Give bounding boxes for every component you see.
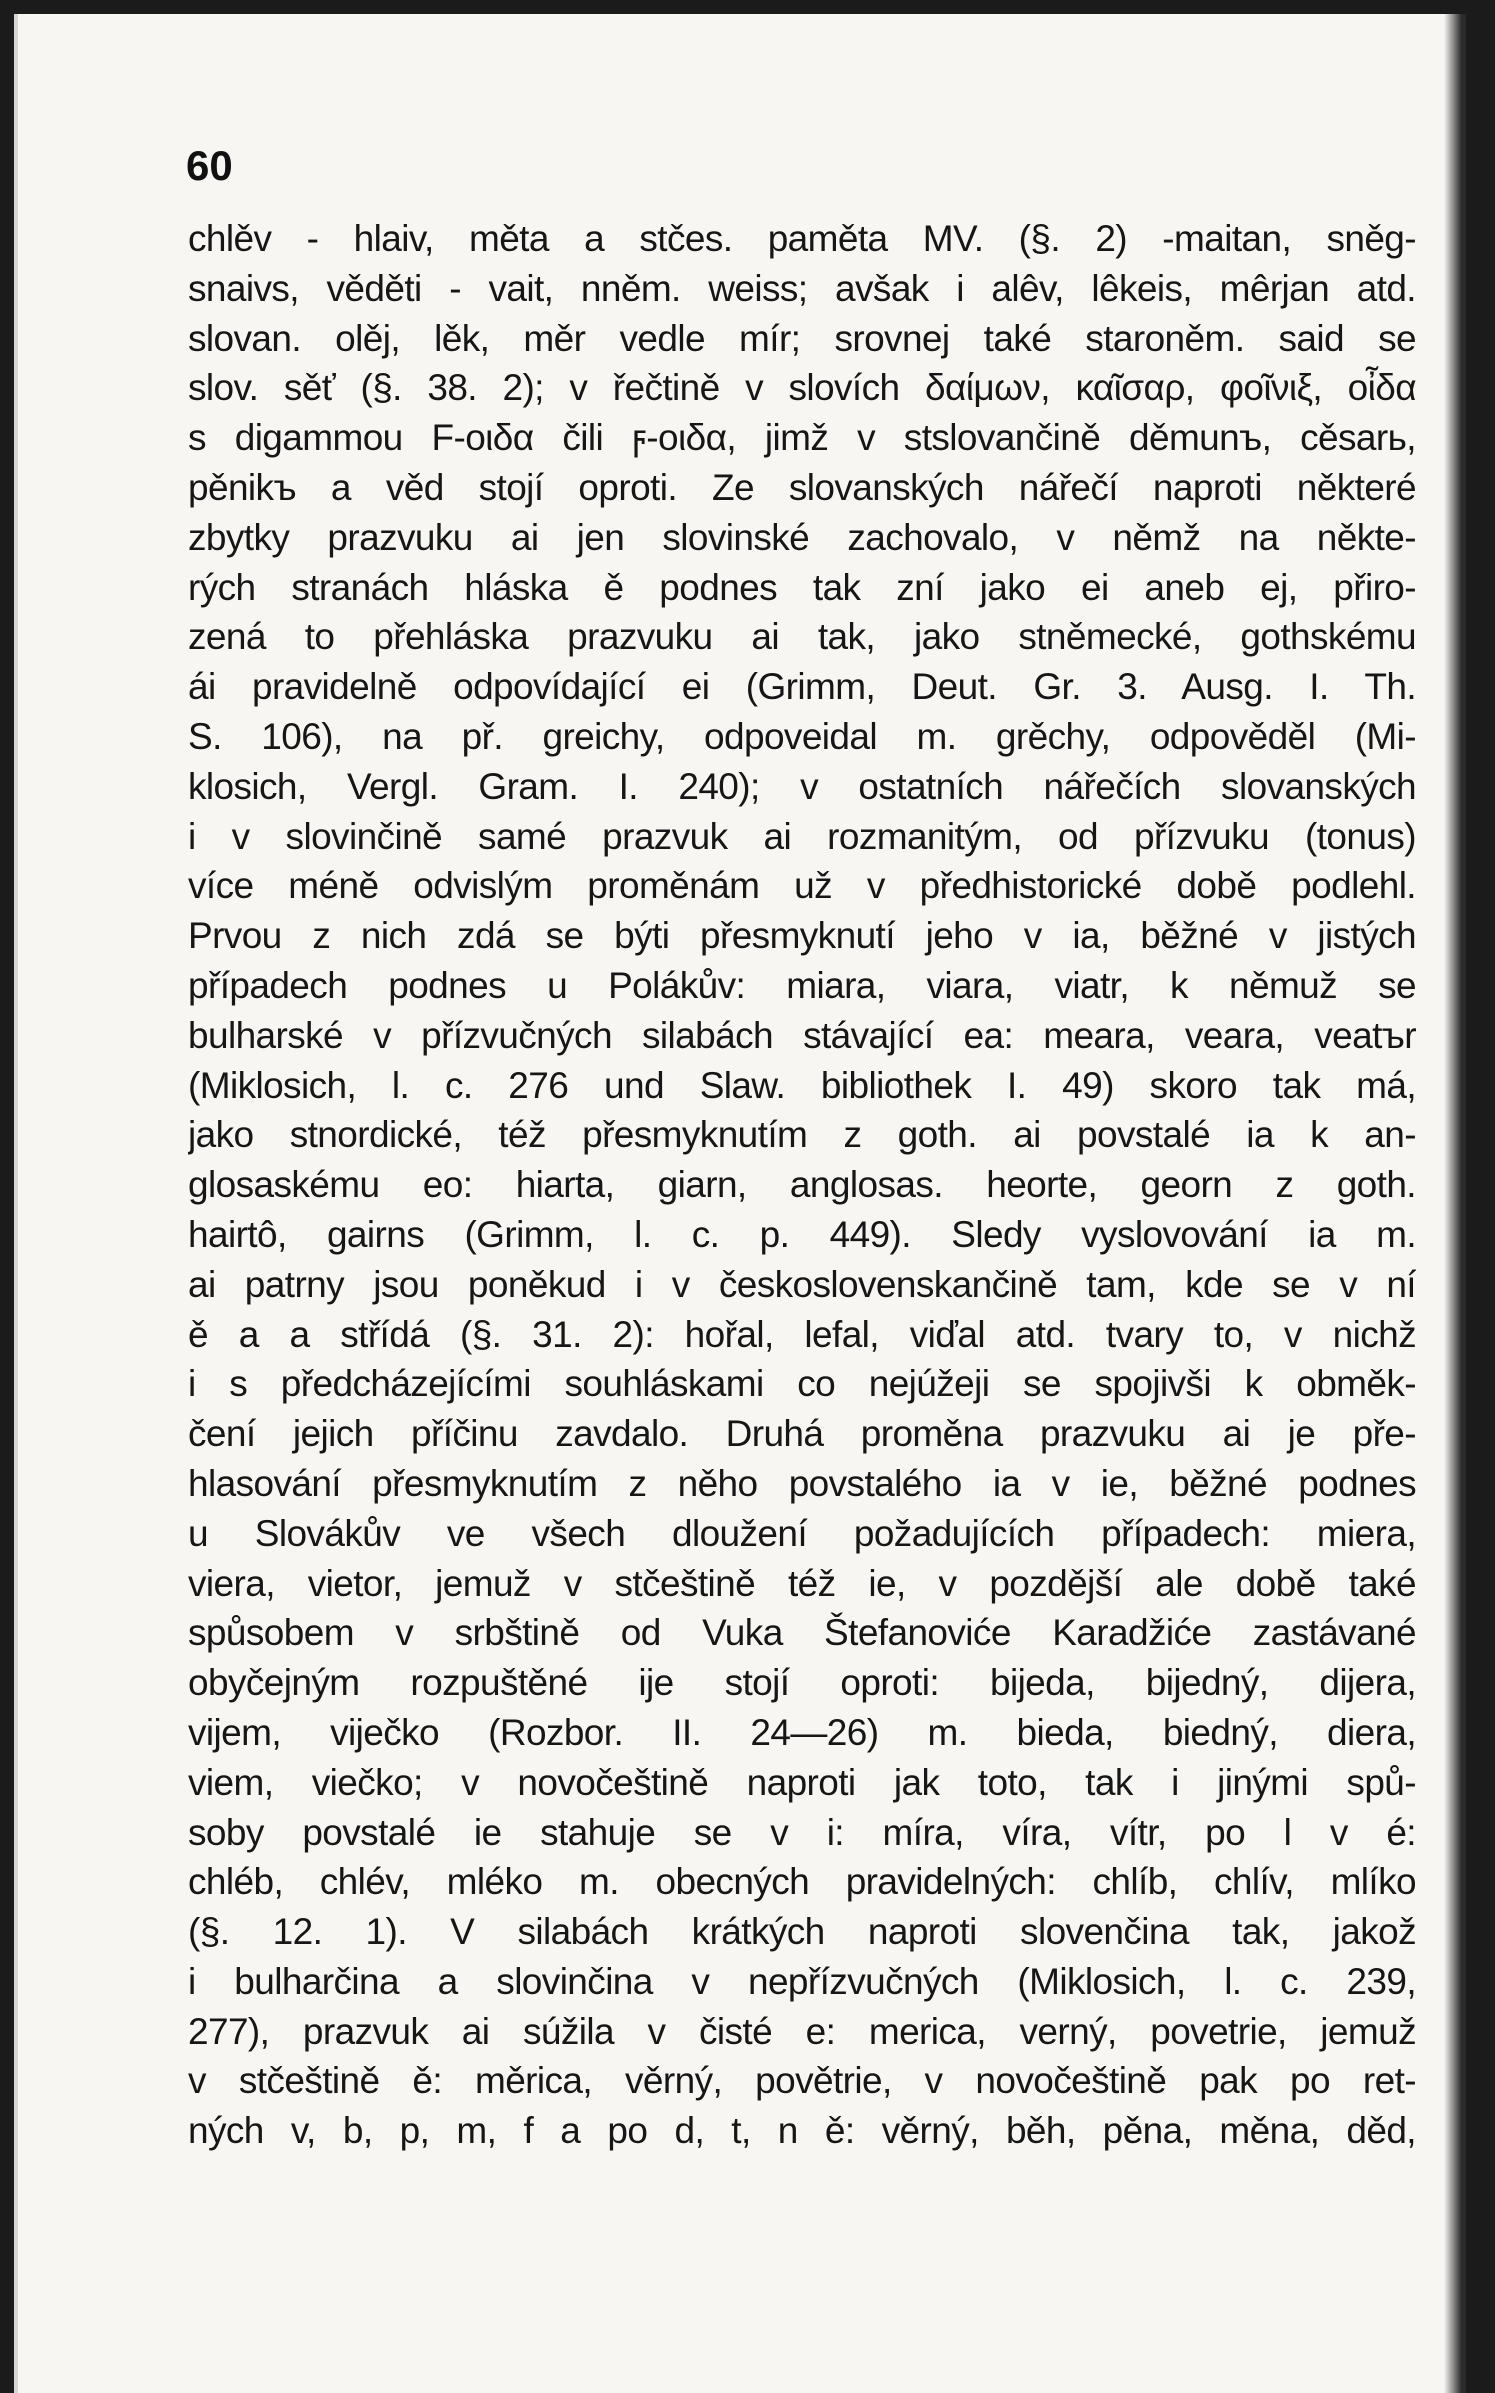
text-line: Prvou z nich zdá se býti přesmyknutí jeho v ia, běžné v jistých [188,915,1416,957]
text-line: ai patrny jsou poněkud i v československančině tam, kde se v ní [188,1263,1416,1305]
text-line: i s předcházejícími souhláskami co nejúžeji se spojivši k obměk- [188,1363,1416,1405]
text-line: čení jejich příčinu zavdalo. Druhá proměna prazvuku ai je pře- [188,1413,1416,1455]
text-line: (Miklosich, l. c. 276 und Slaw. bibliothek I. 49) skoro tak má, [188,1064,1416,1106]
text-line: ái pravidelně odpovídající ei (Grimm, Deut. Gr. 3. Ausg. I. Th. [188,666,1416,708]
text-line: 277), prazvuk ai súžila v čisté e: merica, verný, povetrie, jemuž [188,2010,1416,2052]
text-line: zená to přehláska prazvuku ai tak, jako stněmecké, gothskému [188,616,1416,658]
text-line: glosaskému eo: hiarta, giarn, anglosas. heorte, georn z goth. [188,1164,1416,1206]
book-page [14,14,1466,2393]
text-line: chlěv - hlaiv, měta a stčes. paměta MV. (§. 2) -maitan, sněg- [188,218,1416,259]
text-line: zbytky prazvuku ai jen slovinské zachovalo, v němž na někte- [188,516,1416,558]
text-line: bulharské v přízvučných silabách stávající ea: meara, veara, veatъr [188,1014,1416,1056]
text-line: viera, vietor, jemuž v stčeštině též ie, v pozdější ale době také [188,1562,1416,1604]
text-line: případech podnes u Polákův: miara, viara, viatr, k němuž se [188,964,1416,1006]
text-line: spůsobem v srbštině od Vuka Štefanoviće Karadžiće zastávané [188,1612,1416,1654]
text-line: slovan. olěj, lěk, měr vedle mír; srovnej také staroněm. said se [188,317,1416,359]
text-line: v stčeštině ě: měrica, věrný, povětrie, v novočeštině pak po ret- [188,2060,1416,2102]
page-edge-shadow [1444,14,1466,2393]
text-line: ě a a střídá (§. 31. 2): hořal, lefal, viďal atd. tvary to, v nichž [188,1313,1416,1355]
text-line: snaivs, věděti - vait, nněm. weiss; avšak i alêv, lêkeis, mêrjan atd. [188,267,1416,309]
page-number: 60 [186,142,233,189]
text-line: s digammou F-οιδα čili ϝ-οιδα, jimž v stslovančině děmunъ, cěsarь, [188,417,1416,459]
text-line: ných v, b, p, m, f a po d, t, n ě: věrný, běh, pěna, měna, děd, [188,2110,1416,2152]
text-line: soby povstalé ie stahuje se v i: míra, víra, vítr, po l v é: [188,1811,1416,1853]
text-line: S. 106), na př. greichy, odpoveidal m. grěchy, odpověděl (Mi- [188,715,1416,757]
body-text [188,214,1416,2156]
text-line: obyčejným rozpuštěné ije stojí oproti: bijeda, bijedný, dijera, [188,1662,1416,1704]
text-line: viem, viečko; v novočeštině naproti jak toto, tak i jinými spů- [188,1761,1416,1803]
text-line: slov. sěť (§. 38. 2); v řečtině v slovích δαίμων, καῖσαρ, φοῖνιξ, οἶδα [188,367,1416,409]
text-line: u Slovákův ve všech dloužení požadujících případech: miera, [188,1512,1416,1554]
text-line: hlasování přesmyknutím z něho povstalého ia v ie, běžné podnes [188,1462,1416,1504]
text-line: jako stnordické, též přesmyknutím z goth. ai povstalé ia k an- [188,1114,1416,1156]
text-line: rých stranách hláska ě podnes tak zní jako ei aneb ej, přiro- [188,566,1416,608]
text-line: vijem, viječko (Rozbor. II. 24—26) m. bieda, biedný, diera, [188,1711,1416,1753]
text-line: pěnikъ a věd stojí oproti. Ze slovanských nářečí naproti některé [188,466,1416,508]
text-line: (§. 12. 1). V silabách krátkých naproti slovenčina tak, jakož [188,1911,1416,1953]
text-line: i bulharčina a slovinčina v nepřízvučných (Miklosich, l. c. 239, [188,1960,1416,2002]
text-line: hairtô, gairns (Grimm, l. c. p. 449). Sledy vyslovování ia m. [188,1213,1416,1255]
text-line: více méně odvislým proměnám už v předhistorické době podlehl. [188,865,1416,907]
text-line: chléb, chlév, mléko m. obecných pravidelných: chlíb, chlív, mlíko [188,1861,1416,1903]
text-line: i v slovinčině samé prazvuk ai rozmanitým, od přízvuku (tonus) [188,815,1416,857]
text-line: klosich, Vergl. Gram. I. 240); v ostatních nářečích slovanských [188,765,1416,807]
